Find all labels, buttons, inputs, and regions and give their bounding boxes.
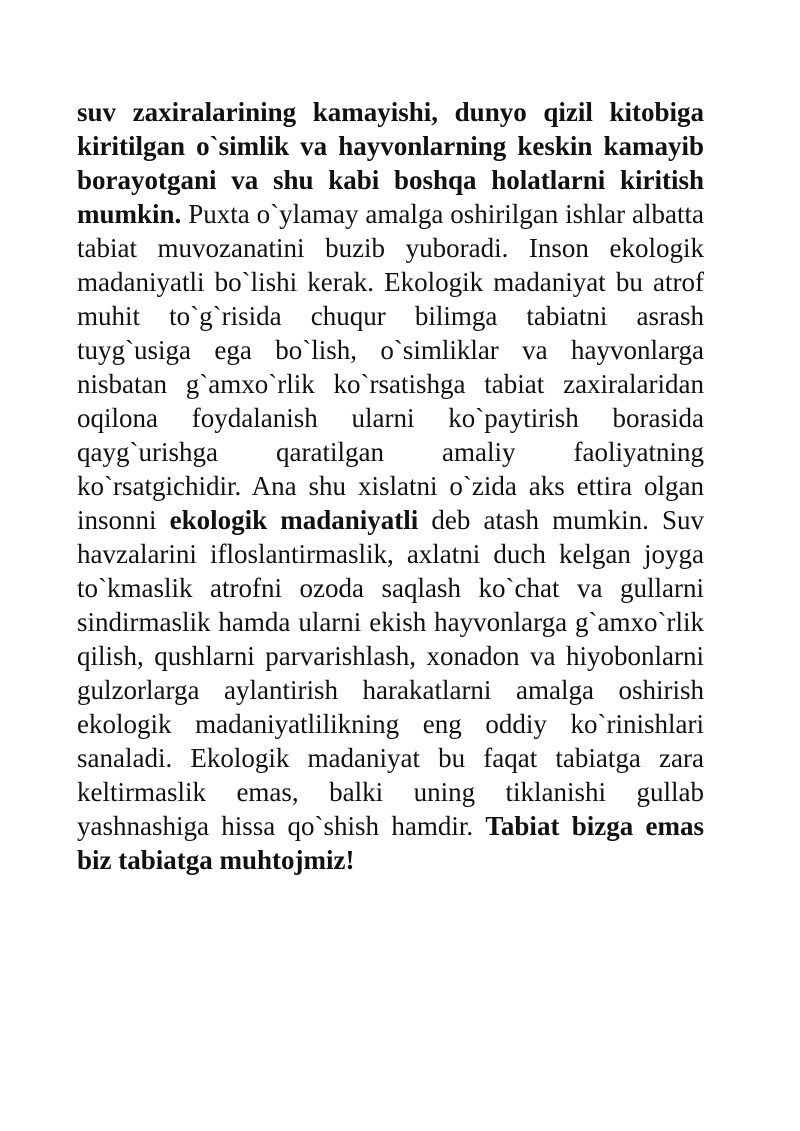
bold-intro-phrase: suv zaxiralarining kamayishi, dunyo qizil kitobiga kiritilgan o`simlik va hayvonlarning keskin kamayib borayotgani va shu kabi boshqa holatlarni kiritish mumkin.: [77, 97, 704, 229]
bold-closing-slogan: Tabiat bizga emas biz tabiatga muhtojmiz!: [77, 811, 704, 875]
body-paragraph: [77, 95, 704, 877]
paragraph-text: Puxta o`ylamay amalga oshirilgan ishlar albatta tabiat muvozanatini buzib yuboradi. Inson ekologik madaniyatli bo`lishi kerak. Ekologik madaniyat bu atrof muhit to`g`risida chuqur bilimga tabiatni asrash tuyg`usiga ega bo`lish, o`simliklar va hayvonlarga nisbatan g`amxo`rlik ko`rsatishga tabiat zaxiralaridan oqilona foydalanish ularni ko`paytirish borasida qayg`urishga qaratilgan amaliy faoliyatning ko`rsatgichidir. Ana shu xislatni o`zida aks ettira olgan insonni: [77, 199, 704, 535]
paragraph-text-continued: deb atash mumkin. Suv havzalarini ifloslantirmaslik, axlatni duch kelgan joyga to`kmaslik atrofni ozoda saqlash ko`chat va gullarni sindirmaslik hamda ularni ekish hayvonlarga g`amxo`rlik qilish, qushlarni parvarishlash, xonadon va hiyobonlarni gulzorlarga aylantirish harakatlarni amalga oshirish ekologik madaniyatlilikning eng oddiy ko`rinishlari sanaladi. Ekologik madaniyat bu faqat tabiatga zara keltirmaslik emas, balki uning tiklanishi gullab yashnashiga hissa qo`shish hamdir.: [77, 505, 704, 841]
bold-term-ekologik-madaniyatli: ekologik madaniyatli: [169, 505, 419, 535]
